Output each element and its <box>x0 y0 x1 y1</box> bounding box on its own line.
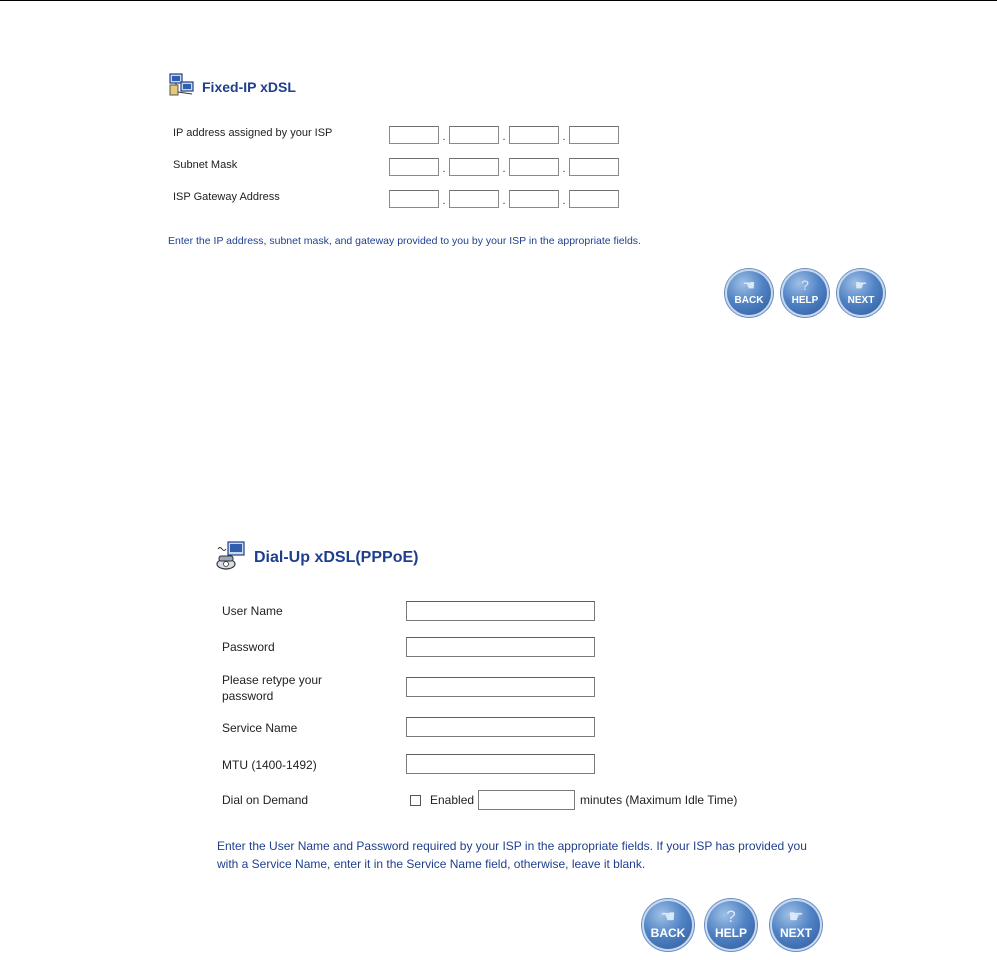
gateway-address-label: ISP Gateway Address <box>173 191 280 203</box>
user-name-label: User Name <box>222 604 283 618</box>
password-label: Password <box>222 640 275 654</box>
ip-dot: . <box>442 131 446 143</box>
service-name-label: Service Name <box>222 721 298 735</box>
subnet-mask-field <box>389 156 619 176</box>
dial-on-demand-row <box>410 790 737 810</box>
subnet-mask-octet-2[interactable] <box>449 158 499 176</box>
back-label: BACK <box>650 925 686 940</box>
ip-address-label: IP address assigned by your ISP <box>173 127 333 139</box>
ip-address-octet-3[interactable] <box>509 126 559 144</box>
password-input[interactable] <box>406 637 595 657</box>
gateway-octet-2[interactable] <box>449 190 499 208</box>
ip-dot: . <box>562 163 566 175</box>
ip-dot: . <box>562 131 566 143</box>
service-name-input[interactable] <box>406 717 595 737</box>
dial-on-demand-label: Dial on Demand <box>222 793 309 807</box>
user-name-input[interactable] <box>406 601 595 621</box>
fixed-next-button[interactable] <box>837 269 885 317</box>
retype-password-label: Please retype your password <box>222 673 323 703</box>
fixed-ip-instructions: Enter the IP address, subnet mask, and gateway provided to you by your ISP in the appropriate fields. <box>168 235 641 247</box>
dialup-back-button[interactable] <box>642 899 694 951</box>
pointing-hand-icon: ☛ <box>854 276 868 293</box>
ip-dot: . <box>442 163 446 175</box>
gateway-octet-3[interactable] <box>509 190 559 208</box>
enabled-label: Enabled <box>430 793 475 807</box>
help-label: HELP <box>714 925 747 940</box>
ip-dot: . <box>562 195 566 207</box>
dialup-header <box>214 542 418 574</box>
fixed-ip-title: Fixed-IP xDSL <box>202 79 296 95</box>
idle-time-suffix: minutes (Maximum Idle Time) <box>580 793 738 807</box>
ip-address-octet-2[interactable] <box>449 126 499 144</box>
help-label: HELP <box>791 295 819 307</box>
next-label: NEXT <box>779 925 812 940</box>
fixed-back-button[interactable] <box>725 269 773 317</box>
subnet-mask-octet-3[interactable] <box>509 158 559 176</box>
gateway-address-field <box>389 188 619 208</box>
mtu-input[interactable] <box>406 754 595 774</box>
ip-address-octet-1[interactable] <box>389 126 439 144</box>
top-divider <box>0 0 997 1</box>
fixed-ip-header <box>168 73 296 101</box>
next-label: NEXT <box>847 295 875 307</box>
pointing-hand-icon: ☚ <box>742 276 756 293</box>
question-mark-icon: ? <box>726 907 736 927</box>
dialup-help-button[interactable] <box>705 899 757 951</box>
dialup-instructions: Enter the User Name and Password required by your ISP in the appropriate fields. If your ISP has provided you with a Service Name, enter it in the Service Name field, otherwise, leave it blank. <box>217 839 807 871</box>
dialup-title: Dial-Up xDSL(PPPoE) <box>254 549 419 566</box>
ip-address-field <box>389 124 619 144</box>
pointing-hand-icon: ☛ <box>788 907 804 927</box>
gateway-octet-1[interactable] <box>389 190 439 208</box>
ip-address-octet-4[interactable] <box>569 126 619 144</box>
dialup-next-button[interactable] <box>770 899 822 951</box>
ip-dot: . <box>502 131 506 143</box>
pointing-hand-icon: ☚ <box>660 907 676 927</box>
gateway-octet-4[interactable] <box>569 190 619 208</box>
subnet-mask-octet-1[interactable] <box>389 158 439 176</box>
dial-on-demand-checkbox[interactable] <box>410 795 421 806</box>
back-label: BACK <box>734 295 764 307</box>
fixed-help-button[interactable] <box>781 269 829 317</box>
ip-dot: . <box>442 195 446 207</box>
subnet-mask-octet-4[interactable] <box>569 158 619 176</box>
idle-time-input[interactable] <box>478 790 575 810</box>
ip-dot: . <box>502 195 506 207</box>
network-computer-icon <box>168 72 196 103</box>
ip-dot: . <box>502 163 506 175</box>
dialup-telephone-icon <box>214 540 248 577</box>
subnet-mask-label: Subnet Mask <box>173 159 238 171</box>
retype-password-input[interactable] <box>406 677 595 697</box>
question-mark-icon: ? <box>801 276 809 293</box>
mtu-label: MTU (1400-1492) <box>222 758 317 772</box>
